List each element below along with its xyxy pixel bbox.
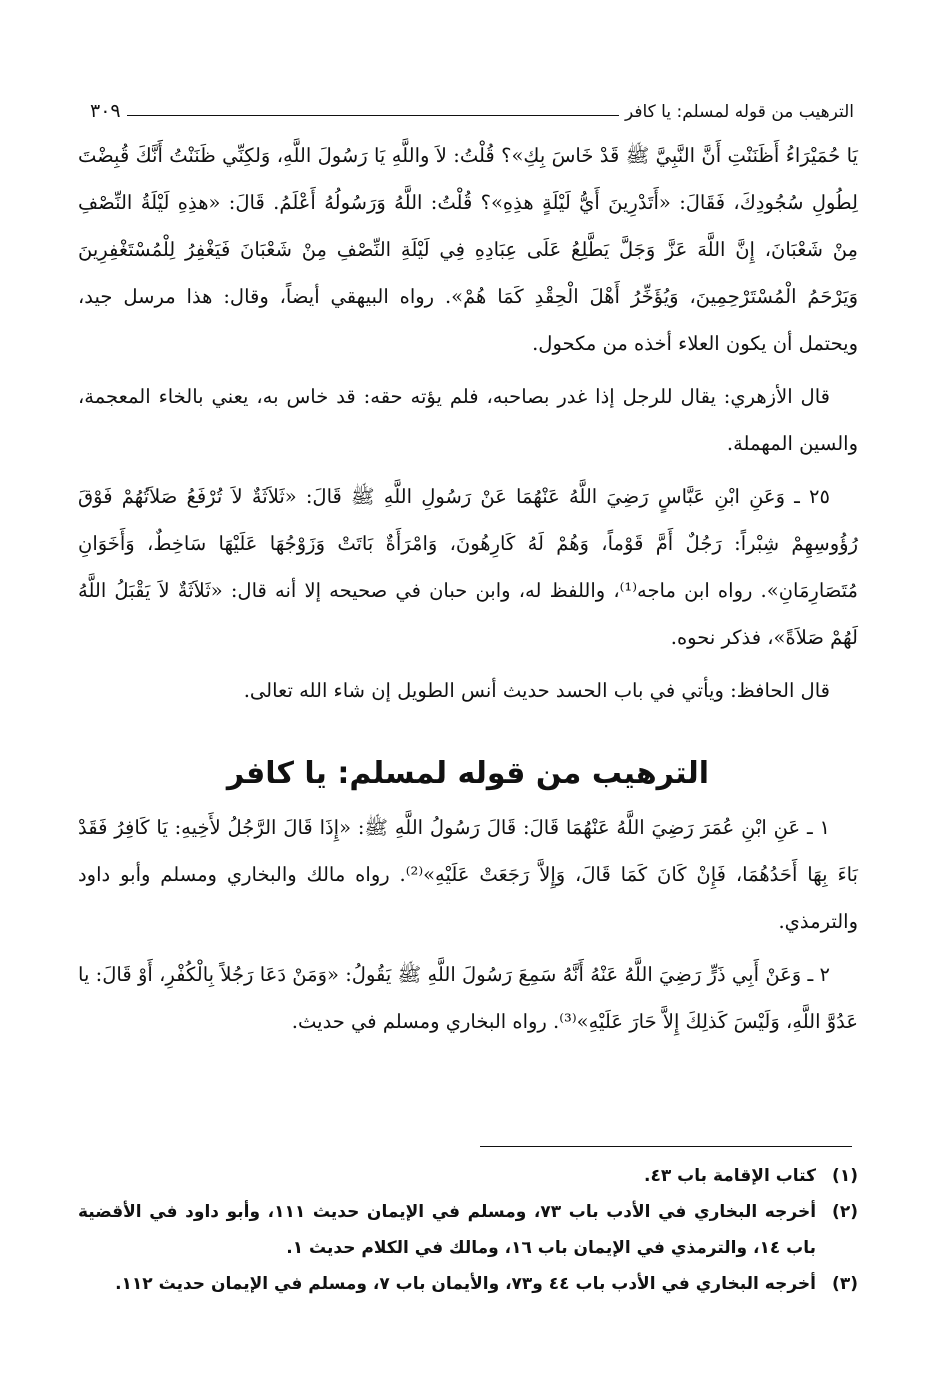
footnote-1 xyxy=(78,1158,858,1194)
footnote-text: أخرجه البخاري في الأدب باب ٧٣، ومسلم في الإيمان حديث ١١١، وأبو داود في الأقضية باب ١٤، والترمذي في الإيمان باب ١٦، ومالك في الكلام حديث ١. xyxy=(78,1202,817,1258)
footnote-2 xyxy=(78,1194,858,1266)
paragraph-hadith-continuation: يَا حُمَيْرَاءُ أَظَنَنْتِ أَنَّ النَّبِيَّ ﷺ قَدْ خَاسَ بِكِ»؟ قُلْتُ: لاَ واللَّهِ يَا رَسُولَ اللَّهِ، وَلكِنِّي ظَنَنْتُ أَنَّكَ قُبِضْتَ لِطُولِ سُجُودِكَ، فَقَالَ: «أَتَدْرِينَ أَيُّ لَيْلَةٍ هذِهِ»؟ قُلْتُ: اللَّهُ وَرَسُولُهُ أَعْلَمُ. قَالَ: «هذِهِ لَيْلَةُ النِّصْفِ مِنْ شَعْبَانَ، إِنَّ اللَّهَ عَزَّ وَجَلَّ يَطَّلِعُ عَلَى عِبَادِهِ فِي لَيْلَةِ النِّصْفِ مِنْ شَعْبَانَ فَيَغْفِرُ لِلْمُسْتَغْفِرِينَ وَيَرْحَمُ الْمُسْتَرْحِمِينَ، وَيُؤَخِّرُ أَهْلَ الْحِقْدِ كَمَا هُمْ». رواه البيهقي أيضاً، وقال: هذا مرسل جيد، ويحتمل أن يكون العلاء أخذه من مكحول. xyxy=(78,144,859,355)
paragraph-hafiz-note: قال الحافظ: ويأتي في باب الحسد حديث أنس الطويل إن شاء الله تعالى. xyxy=(243,679,830,702)
footnote-number: (٣) xyxy=(832,1274,858,1294)
footnote-text: أخرجه البخاري في الأدب باب ٤٤ و٧٣، والأيمان باب ٧، ومسلم في الإيمان حديث ١١٢. xyxy=(115,1274,816,1294)
page-body xyxy=(78,132,858,1051)
footnotes xyxy=(78,1158,858,1302)
footnote-separator xyxy=(480,1146,852,1147)
running-header-title: الترهيب من قوله لمسلم: يا كافر xyxy=(624,102,854,122)
footnote-3 xyxy=(78,1266,858,1302)
footnote-text: كتاب الإقامة باب ٤٣. xyxy=(644,1166,816,1186)
paragraph-hadith-25: ٢٥ ـ وَعَنِ ابْنِ عَبَّاسٍ رَضِيَ اللَّهُ عَنْهُمَا عَنْ رَسُولِ اللَّهِ ﷺ قَالَ: «ثَلاَثَةٌ لاَ تُرْفَعُ صَلاَتُهُمْ فَوْقَ رُؤُوسِهِمْ شِبْراً: رَجُلٌ أَمَّ قَوْماً، وَهُمْ لَهُ كَارِهُونَ، وَامْرَأَةٌ بَاتَتْ وَزَوْجُهَا عَلَيْهَا سَاخِطٌ، وَأَخَوَانِ مُتَصَارِمَانِ». رواه ابن ماجه⁽¹⁾، واللفظ له، وابن حبان في صحيحه إلا أنه قال: «ثَلاَثَةٌ لاَ يَقْبَلُ اللَّهُ لَهُمْ صَلاَةً»، فذكر نحوه. xyxy=(78,485,858,649)
running-header xyxy=(90,92,854,122)
paragraph-azhari-note: قال الأزهري: يقال للرجل إذا غدر بصاحبه، فلم يؤته حقه: قد خاس به، يعني بالخاء المعجمة، والسين المهملة. xyxy=(78,385,858,455)
paragraph-hadith-2: ٢ ـ وَعَنْ أَبِي ذَرٍّ رَضِيَ اللَّهُ عَنْهُ أَنَّهُ سَمِعَ رَسُولَ اللَّهِ ﷺ يَقُولُ: «وَمَنْ دَعَا رَجُلاً بِالْكُفْرِ، أَوْ قَالَ: يا عَدُوَّ اللَّهِ، وَلَيْسَ كَذلِكَ إِلاَّ حَارَ عَلَيْهِ»⁽³⁾. رواه البخاري ومسلم في حديث. xyxy=(78,963,858,1033)
paragraph-hadith-1: ١ ـ عَنِ ابْنِ عُمَرَ رَضِيَ اللَّهُ عَنْهُمَا قَالَ: قَالَ رَسُولُ اللَّهِ ﷺ: «إِذَا قَالَ الرَّجُلُ لأَخِيهِ: يَا كَافِرُ فَقَدْ بَاءَ بِهَا أَحَدُهُمَا، فَإِنْ كَانَ كَمَا قَالَ، وَإِلاَّ رَجَعَتْ عَلَيْهِ»⁽²⁾. رواه مالك والبخاري ومسلم وأبو داود والترمذي. xyxy=(78,816,858,933)
footnote-number: (٢) xyxy=(832,1202,858,1222)
page-number: ٣٠٩ xyxy=(90,100,121,122)
footnote-number: (١) xyxy=(832,1166,858,1186)
section-heading: الترهيب من قوله لمسلم: يا كافر xyxy=(226,756,710,791)
header-rule xyxy=(127,115,619,116)
